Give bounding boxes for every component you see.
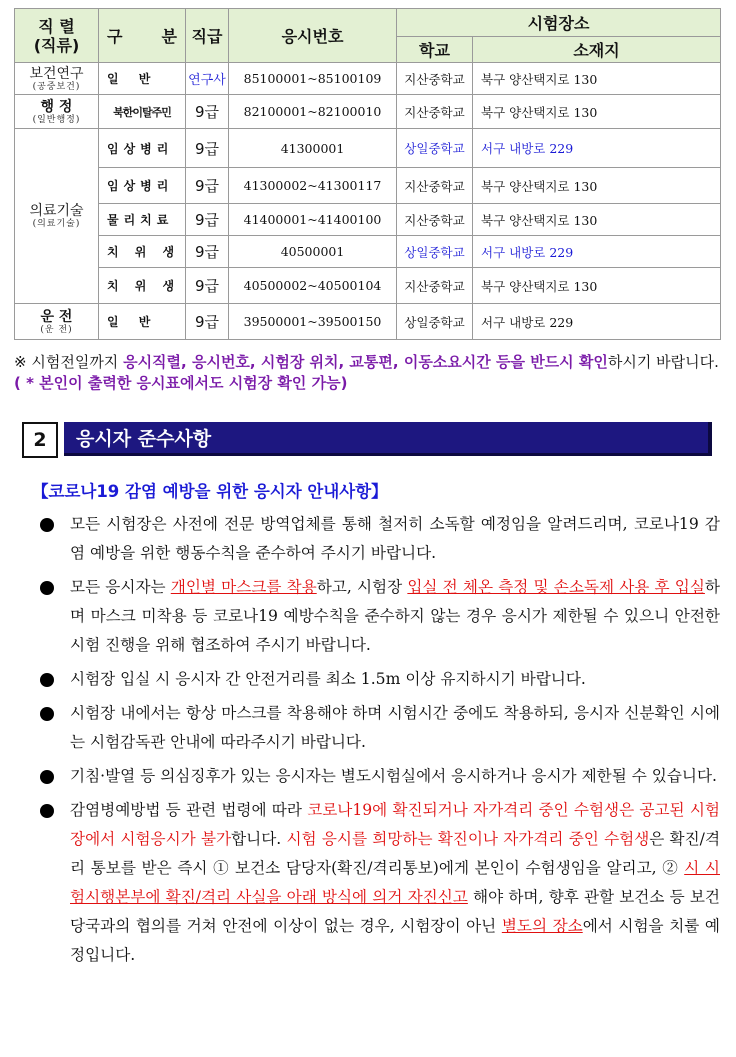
gubun-cell: 치 위 생 xyxy=(99,268,186,304)
exam-notice xyxy=(14,352,724,394)
table-row xyxy=(15,268,721,304)
notice-text: 시험전일까지 xyxy=(31,353,124,371)
address-cell: 서구 내방로 229 xyxy=(473,236,721,268)
school-cell: 상일중학교 xyxy=(397,236,473,268)
header-location: 소재지 xyxy=(473,37,721,63)
list-item: 시험장 내에서는 항상 마스크를 착용해야 하며 시험시간 중에도 착용하되, 응시자 신분확인 시에는 시험감독관 안내에 따라주시기 바랍니다. xyxy=(40,699,720,757)
bullet-icon xyxy=(40,707,54,721)
bullet-icon xyxy=(40,673,54,687)
grade-cell: 9급 xyxy=(186,168,229,204)
grade-cell: 연구사 xyxy=(186,63,229,95)
table-row xyxy=(15,204,721,236)
category-cell: 운 전 (운 전) xyxy=(15,304,99,340)
address-cell: 북구 양산택지로 130 xyxy=(473,63,721,95)
address-cell: 북구 양산택지로 130 xyxy=(473,95,721,129)
gubun-cell: 일 반 xyxy=(99,63,186,95)
bullet-icon xyxy=(40,518,54,532)
address-cell: 북구 양산택지로 130 xyxy=(473,268,721,304)
notice-text: 하시기 바랍니다. xyxy=(607,353,719,371)
header-category: 직 렬 (직류) xyxy=(15,9,99,63)
grade-cell: 9급 xyxy=(186,95,229,129)
header-grade: 직급 xyxy=(186,9,229,63)
grade-cell: 9급 xyxy=(186,236,229,268)
guideline-list xyxy=(40,510,720,975)
header-exam-number: 응시번호 xyxy=(229,9,397,63)
gubun-cell: 임상병리 xyxy=(99,168,186,204)
grade-cell: 9급 xyxy=(186,129,229,168)
table-row xyxy=(15,95,721,129)
exam-number-cell: 39500001~39500150 xyxy=(229,304,397,340)
school-cell: 상일중학교 xyxy=(397,304,473,340)
grade-cell: 9급 xyxy=(186,268,229,304)
school-cell: 지산중학교 xyxy=(397,63,473,95)
school-cell: 지산중학교 xyxy=(397,168,473,204)
table-row xyxy=(15,304,721,340)
table-row xyxy=(15,236,721,268)
bullet-icon xyxy=(40,581,54,595)
header-school: 학교 xyxy=(397,37,473,63)
category-cell: 의료기술 (의료기술) xyxy=(15,129,99,304)
gubun-cell: 임상병리 xyxy=(99,129,186,168)
exam-number-cell: 41300002~41300117 xyxy=(229,168,397,204)
section-number: 2 xyxy=(22,422,58,458)
exam-number-cell: 85100001~85100109 xyxy=(229,63,397,95)
table-row xyxy=(15,168,721,204)
address-cell: 서구 내방로 229 xyxy=(473,129,721,168)
notice-mark: ※ xyxy=(14,353,27,371)
header-venue: 시험장소 xyxy=(397,9,721,37)
school-cell: 상일중학교 xyxy=(397,129,473,168)
bullet-icon xyxy=(40,804,54,818)
section-title: 응시자 준수사항 xyxy=(64,422,712,456)
grade-cell: 9급 xyxy=(186,204,229,236)
school-cell: 지산중학교 xyxy=(397,204,473,236)
exam-number-cell: 40500002~40500104 xyxy=(229,268,397,304)
gubun-cell: 일 반 xyxy=(99,304,186,340)
exam-venue-table xyxy=(14,8,721,340)
list-item: 모든 시험장은 사전에 전문 방역업체를 통해 철저히 소독할 예정임을 알려드리며, 코로나19 감염 예방을 위한 행동수칙을 준수하여 주시기 바랍니다. xyxy=(40,510,720,568)
gubun-cell: 치 위 생 xyxy=(99,236,186,268)
school-cell: 지산중학교 xyxy=(397,95,473,129)
exam-number-cell: 41400001~41400100 xyxy=(229,204,397,236)
gubun-cell: 북한이탈주민 xyxy=(99,95,186,129)
category-cell: 행 정 (일반행정) xyxy=(15,95,99,129)
school-cell: 지산중학교 xyxy=(397,268,473,304)
address-cell: 북구 양산택지로 130 xyxy=(473,168,721,204)
subheading: 【코로나19 감염 예방을 위한 응시자 안내사항】 xyxy=(32,482,388,501)
list-item: 시험장 입실 시 응시자 간 안전거리를 최소 1.5m 이상 유지하시기 바랍니다. xyxy=(40,665,720,694)
gubun-cell: 물리치료 xyxy=(99,204,186,236)
notice-highlight: 응시직렬, 응시번호, 시험장 위치, 교통편, 이동소요시간 등을 반드시 확인 xyxy=(123,353,608,371)
grade-cell: 9급 xyxy=(186,304,229,340)
header-gubun: 구 분 xyxy=(99,9,186,63)
table-row xyxy=(15,63,721,95)
exam-number-cell: 41300001 xyxy=(229,129,397,168)
exam-number-cell: 40500001 xyxy=(229,236,397,268)
notice-highlight: ( * 본인이 출력한 응시표에서도 시험장 확인 가능) xyxy=(14,374,348,392)
list-item: 감염병예방법 등 관련 법령에 따라 코로나19에 확진되거나 자가격리 중인 수험생은 공고된 시험장에서 시험응시가 불가합니다. 시험 응시를 희망하는 확진이나 자가격리 중인 수험생은 확진/격리 통보를 받은 즉시 ① 보건소 담당자(확진/격리통보)에게 본인이 수험생임을 알리고, ② 시 시험시행본부에 확진/격리 사실을 아래 방식에 의거 자진신고 해야 하며, 향후 관할 보건소 등 보건당국과의 협의를 거쳐 안전에 이상이 없는 경우, 시험장이 아닌 별도의 장소에서 시험을 치룰 예정입니다. xyxy=(40,796,720,970)
address-cell: 서구 내방로 229 xyxy=(473,304,721,340)
category-cell: 보건연구 (공중보건) xyxy=(15,63,99,95)
section-header xyxy=(22,422,712,456)
bullet-icon xyxy=(40,770,54,784)
list-item: 기침·발열 등 의심징후가 있는 응시자는 별도시험실에서 응시하거나 응시가 제한될 수 있습니다. xyxy=(40,762,720,791)
exam-number-cell: 82100001~82100010 xyxy=(229,95,397,129)
list-item: 모든 응시자는 개인별 마스크를 착용하고, 시험장 입실 전 체온 측정 및 손소독제 사용 후 입실하며 마스크 미착용 등 코로나19 예방수칙을 준수하지 않는 경우 응시가 제한될 수 있으니 안전한 시험 진행을 위해 협조하여 주시기 바랍니다. xyxy=(40,573,720,660)
address-cell: 북구 양산택지로 130 xyxy=(473,204,721,236)
table-row xyxy=(15,129,721,168)
